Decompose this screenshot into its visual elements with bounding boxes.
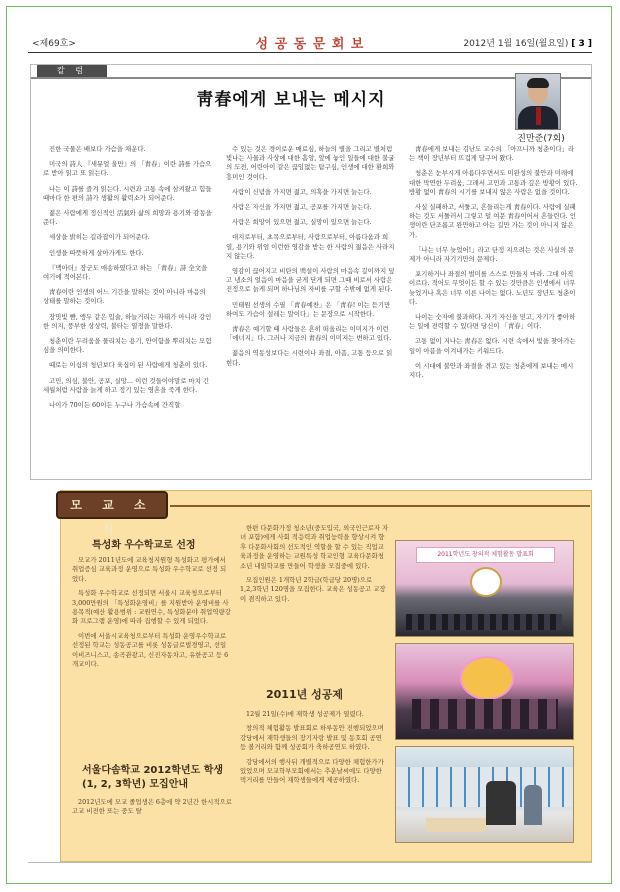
page-bottom-rule: [28, 862, 592, 863]
photo-hall-person: [486, 781, 516, 825]
photo-hall-person-2: [524, 785, 542, 825]
newsletter-header: [28, 34, 592, 53]
school-news-rule: [170, 505, 590, 507]
column-text-3: 靑春에게 보내는 김난도 교수의 「아프니까 청춘이다」라는 책이 장년부터 뜨겁게 달구어 왔다. 청춘은 눈부시게 아름다우면서도 미완성의 불안과 미래에 대한 막연한 두려움, 그래서 고민과 고통과 깊은 방황이 있다. 방황 없이 靑春의 시기를 보내지 않은 사람은 없을 것이다. 사실 실패하고, 서툴고, 흔들리는게 靑春이다. 사람에 실패하는 것도 서툴러서 그렇고 덜 여문 靑春이어서 흔들린다. 인생이란 단조롭고 완만하고 아는 길만 가는 것이 아니지 않은가. 「나는 너무 늦었어!」라고 단정 지으려는 것은 사실의 문제가 아니라 자기기만의 문제다. 포기하거나 좌절의 벌미를 스스로 만들지 마라. 그대 아직 이르다. 적어도 무엇이든 할 수 있는 것만큼은 인생에서 너무 늦었거나 혹은 너무 이른 나이는 없다. 노년도 장년도 청춘이다. 나이는 숫자에 불과하다. 자기 자신을 믿고, 자기가 좋아하는 일에 전력할 수 있다면 당신이 「靑春」이다. 고통 없이 지나는 靑春은 없다. 시련 속에서 빛을 찾아가는 일이 아픔을 이겨내가는 키워드다. 이 시대에 불안과 좌절을 겪고 있는 청춘에게 보내는 메시지다.: [409, 145, 578, 380]
author-portrait: [515, 73, 561, 130]
article-text-specialized-a: 모교가 2011년도에 교육청지원형 특성화고 평가에서 취업증심 교육과정 운영으로 특성화 우수학교로 선정 되었다. 특성화 우수학교로 선정되면 서울시 교육청으로부터 3,000만원의 「특성화운영비」를 지원받아 운영비를 사용목적(예산 활용범위 : 교원연수, 특성화분야 취업역량강화 프로그램 운영)에 따라 집행할 수 있게 되었다. 이번에 서울시교육청으로부터 특성화 운영우수학교로 선정된 학교는 성동공고를 비롯 성동글로벌경영고, 선일이비즈니스고, 송곡관광고, 신진자동차고, 유한공고 등 6개교이다.: [72, 556, 231, 669]
article-text-specialized-b: 한편 다문화가정 청소년(중도입국, 외국인근로자 자녀 포함)에게 사회 적응력과 취업능력을 향상시켜 향후 다문화사회의 선도적인 역할을 할 수 있는 직업교육과정을 운영하는 교원특성 학교인형 교육다문화청소년 내일학교를 만들어 학생을 모집중에 있다. 모집인원은 1개학년 2학급(학급당 20명)으로 1,2,3학년 120명을 모집한다. 교육은 성동공고 교장이 겸직하고 있다.: [240, 524, 389, 603]
photo-stage-emblem: [470, 567, 502, 597]
article-text-dasom: 2012년도에 모교 졸업생은 6층에 약 2년간 한시적으로 고교 비전한 또는 중도 탈: [72, 798, 232, 816]
photo-stage-banner: 2011학년도 창의적 체험활동 발표회: [416, 547, 555, 563]
photo-performers: [412, 699, 558, 729]
article-text-festival: 12월 21일(수)에 재학생 성공제가 열렸다. 창의적 체험활동 발표회로 하루동안 진행되었으며 강당에서 재학생들의 장기자랑 발표 및 동호회 공연 등 볼거리와 함께 성공회가 축하공연도 하였다. 강당에서의 행사뒤 개별적으로 다양한 체험한가가 있었으며 모교학부모회에서는 추운날씨에도 다양한 먹거리를 만들어 재학생들에게 제공하였다.: [240, 710, 384, 785]
portrait-tie: [536, 107, 541, 125]
issue-date: 2012년 1월 16일(월요일) [ 3 ]: [463, 39, 592, 49]
photo-stage-decoration: [460, 656, 514, 700]
column-author: 진만준(7회): [517, 134, 565, 144]
photo-festival-performance: [395, 643, 574, 740]
article-title-festival: 2011년 성공제: [266, 688, 343, 701]
photo-hall-windows: [396, 767, 573, 807]
column-text-1: 진한 국물은 배보다 가슴을 채운다. 미국의 詩人 『새뮤얼 울만』의 「靑春」이란 詩를 가슴으로 받아 읽고 또 읽는다. 나는 이 詩를 즐겨 읽는다. 시련과 고통 속에 삼켜왔고 힘들 때마다 한 편의 詩가 생활의 활력소가 되어준다. 젊은 사람에게 정신적인 活氣와 삶의 희망과 용기와 감동을 준다. 세상을 밝히는 길라잡이가 되어준다. 인생을 따뜻하게 살아가게도 한다. 『맥아더』장군도 애송하였다고 하는 「靑春」詩 全文을 여기에 적어본다. 靑春이란 인생의 어느 기간을 말하는 것이 아니라 마음의 상태를 말하는 것이다. 장밋빛 뺨, 앵두 같은 입술, 하늘거리는 자태가 아니라 강인한 의지, 풍부한 상상력, 불타는 열정을 말한다. 청춘이란 두려움을 물리치는 용기, 안이함을 뿌리치는 모험심을 의미한다. 때로는 이십의 청년보다 육십이 된 사람에게 청춘이 있다. 고민, 의심, 불안, 공포, 실망... 이런 것들이야말로 마치 긴 세월처럼 사람을 늙게 하고 정기 있는 영혼을 죽게 한다. 나이가 70이든 60이든 누구나 가슴속에 간직할: [43, 145, 212, 410]
column-divider: [31, 77, 591, 79]
column-text-2: 수 있는 것은 경이로운 매료심, 하늘의 별을 그리고 별처럼 빛나는 사물과 사상에 대한 흠앙, 앞에 놓인 일들에 대한 불굴의 도전, 어린아이 같은 끊임없는 탐구심, 인생에 대한 환희와 흥미인 것이다. 사람이 신념을 가지면 젊고, 의혹을 가지면 늙는다. 사람은 자신을 가지면 젊고, 공포를 가지면 늙는다. 사람은 희망이 있으면 젊고, 실망이 있으면 늙는다. 대지로부터, 초목으로부터, 사람으로부터, 아름다움과 희열, 용기와 위엄 이런한 영감을 받는 한 사람의 젊음은 사라지지 않는다. 영감이 끊어지고 비탄의 백설이 사람의 마음속 깊이까지 덮고 냉소의 얼음이 마음을 굳게 닫게 되면 그때 비로서 사람은 진정으로 늙게 되며 하나님의 자비를 구할 수밖에 없게 된다. 민태원 선생의 수필 「靑春예찬」은 「靑春! 이는 듣기만하여도 가슴이 설레는 말이다」는 문장으로 시작한다. 靑春은 예기할 때 사람들은 흔히 떠올리는 이미지가 이런 「에너지」다. 그러나 지금의 靑春의 이미지는 변하고 있다. 젊음의 역동성보다는 시련이나 좌절, 아픔, 고통 등으로 읽힌다.: [226, 145, 395, 367]
photo-hall-table: [426, 818, 486, 832]
photo-audience: [406, 614, 562, 630]
photo-festival-stage: [395, 540, 574, 637]
school-news-sign: 모 교 소 식: [56, 491, 168, 519]
newsletter-title: 성 공 동 문 회 보: [255, 37, 365, 52]
portrait-hair: [527, 78, 549, 88]
column-section: [30, 64, 592, 480]
column-tab: 칼 럼: [37, 65, 107, 77]
article-title-dasom: 서울다솜학교 2012학년도 학생(1, 2, 3학년) 모집안내: [82, 765, 224, 790]
column-headline: 靑春에게 보내는 메시지: [196, 90, 386, 110]
article-title-specialized: 특성화 우수학교로 선정: [92, 540, 196, 551]
issue-number: <제69호>: [32, 39, 76, 49]
photo-festival-hall: [395, 746, 574, 843]
